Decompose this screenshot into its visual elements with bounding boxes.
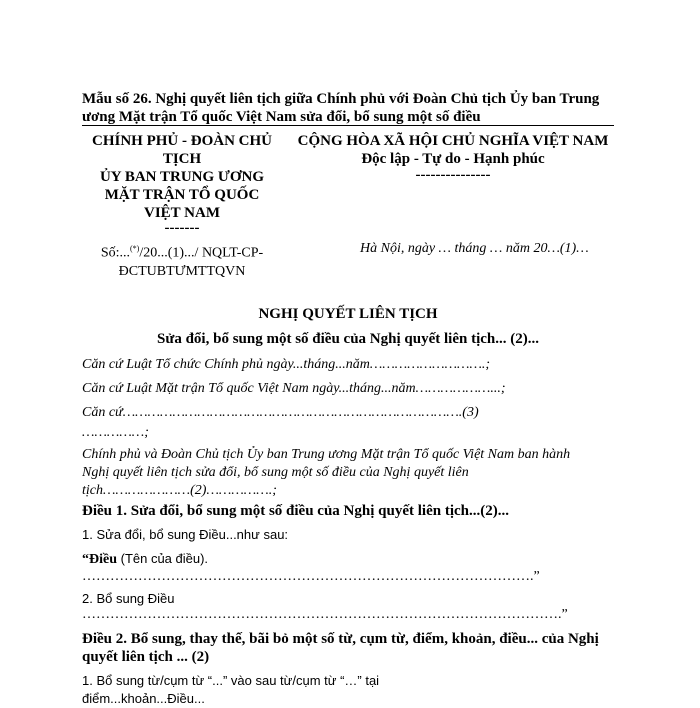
place-date [360,240,620,258]
basis-2: Căn cứ Luật Mặt trận Tổ quốc Việt Nam ngày...tháng...năm………………...; [82,381,506,396]
basis-4: ……………; [82,425,149,440]
basis-3: Căn cứ……………………………………………………………………….(3) [82,405,479,420]
title-underline [82,125,614,126]
issuer-line-4: MẶT TRẬN TỔ QUỐC [104,187,260,203]
number-sup: (*) [130,244,140,253]
number-prefix: Số:... [100,245,131,261]
number-line-2: ĐCTUBTƯMTTQVN [118,263,246,279]
document-type-text: NGHỊ QUYẾT LIÊN TỊCH [258,306,438,322]
form-title [82,90,622,126]
issuer-line-1: CHÍNH PHỦ - ĐOÀN CHỦ [92,133,272,149]
issuer-block [82,132,282,234]
nation-line-1: CỘNG HÒA XÃ HỘI CHỦ NGHĨA VIỆT NAM [297,133,609,149]
number-rest: /20...(1).../ NQLT-CP- [139,245,264,261]
document-subject-text: Sửa đổi, bổ sung một số điều của Nghị quyết liên tịch... (2)... [157,331,539,347]
article-1-dots-2: ………………………………………………………………………………………….” [82,607,568,622]
article-1-heading: Điều 1. Sửa đổi, bổ sung một số điều của Nghị quyết liên tịch...(2)... [82,503,509,519]
nation-line-2: Độc lập - Tự do - Hạnh phúc [361,151,545,167]
article-2-item-1-line-1: 1. Bổ sung từ/cụm từ “...” vào sau từ/cụm từ “…” tại [82,673,380,688]
article-2-item-1 [82,672,622,708]
article-2-heading-line-1: Điều 2. Bổ sung, thay thế, bãi bỏ một số từ, cụm từ, điểm, khoản, điều... của Nghị [82,631,599,647]
article-2-heading-line-2: quyết liên tịch ... (2) [82,649,210,665]
issuer-dash: ------- [164,220,200,236]
nation-dash: --------------- [415,167,491,183]
nation-block [290,132,616,182]
article-1-quote-bold: “Điều [82,552,117,567]
preamble-line-2: Nghị quyết liên tịch sửa đổi, bổ sung một số điều của Nghị quyết liên [82,465,469,480]
article-1-quote-rest: (Tên của điều). [117,551,209,566]
issuer-line-5: VIỆT NAM [144,205,220,221]
preamble-line-3: tịch…………………(2)…………….; [82,483,277,498]
document-type [82,305,614,323]
article-2-heading [82,630,622,666]
issuer-line-2: TỊCH [162,151,202,167]
issuer-line-3: ỦY BAN TRUNG ƯƠNG [99,169,265,185]
form-title-text: Mẫu số 26. Nghị quyết liên tịch giữa Chính phủ với Đoàn Chủ tịch Ủy ban Trung ương Mặt trận Tổ quốc Việt Nam sửa đổi, bổ sung một số điều [82,91,600,125]
article-1-item-2: 2. Bổ sung Điều [82,591,175,606]
preamble [82,446,622,500]
document-subject [82,330,614,348]
article-1-dots-1: …………………………………………………………………………………….” [82,569,540,584]
article-1-item-1: 1. Sửa đổi, bổ sung Điều...như sau: [82,527,289,542]
preamble-line-1: Chính phủ và Đoàn Chủ tịch Ủy ban Trung ương Mặt trận Tổ quốc Việt Nam ban hành [82,447,571,462]
place-date-text: Hà Nội, ngày … tháng … năm 20…(1)… [360,241,589,256]
article-1-quote [82,550,622,569]
basis-1: Căn cứ Luật Tổ chức Chính phủ ngày...tháng...năm……………………….; [82,357,491,372]
article-2-item-1-line-2: điểm...khoản...Điều... [82,691,205,706]
document-number [82,240,282,281]
